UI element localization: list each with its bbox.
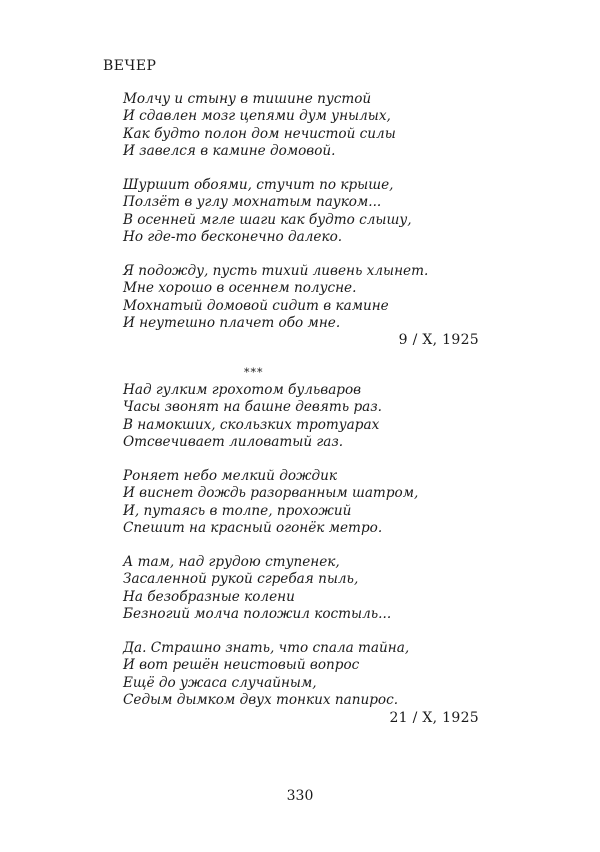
- poem-line: Как будто полон дом нечистой силы: [123, 125, 396, 142]
- poem-line: И виснет дождь разорванным шатром,: [123, 485, 419, 502]
- poem-line: И завелся в камине домовой.: [123, 142, 336, 159]
- poem-separator: ***: [244, 366, 264, 379]
- poem2-stanza-4: [123, 640, 409, 709]
- poem-line: В осенней мгле шаги как будто слышу,: [123, 211, 412, 228]
- poem-line: Засаленной рукой сгребая пыль,: [123, 571, 359, 588]
- poem-line: Безногий молча положил костыль...: [123, 605, 392, 622]
- poem-line: Седым дымком двух тонких папирос.: [123, 691, 399, 708]
- poem-line: Отсвечивает лиловатый газ.: [123, 433, 344, 450]
- poem-line: Роняет небо мелкий дождик: [123, 468, 338, 484]
- poem-line: Молчу и стыну в тишине пустой: [123, 91, 372, 107]
- poem-line: Мне хорошо в осеннем полусне.: [123, 280, 357, 297]
- poem-title: ВЕЧЕР: [103, 58, 157, 74]
- poem-line: Я подожду, пусть тихий ливень хлынет.: [123, 263, 429, 279]
- poem-line: На безобразные колени: [123, 588, 295, 605]
- page-number: 330: [286, 788, 314, 804]
- poem-line: Шуршит обоями, стучит по крыше,: [123, 177, 394, 193]
- poem-line: Мохнатый домовой сидит в камине: [123, 297, 389, 314]
- poem-line: Над гулким грохотом бульваров: [123, 382, 362, 398]
- poem-line: А там, над грудою ступенек,: [123, 554, 340, 570]
- poem2-stanza-1: [123, 382, 382, 451]
- poem-line: И сдавлен мозг цепями дум унылых,: [123, 108, 391, 125]
- poem-line: Но где-то бесконечно далеко.: [123, 228, 343, 245]
- poem2-date: 21 / X, 1925: [389, 710, 479, 726]
- poem-line: Ещё до ужаса случайным,: [123, 674, 317, 691]
- poem2-stanza-2: [123, 468, 418, 537]
- poem-line: Спешит на красный огонёк метро.: [123, 519, 383, 536]
- poem-line: И неутешно плачет обо мне.: [123, 314, 341, 331]
- poem-line: Ползёт в углу мохнатым пауком...: [123, 194, 382, 211]
- poem-line: И, путаясь в толпе, прохожий: [123, 502, 352, 519]
- poem1-stanza-3: [123, 263, 428, 332]
- poem1-date: 9 / X, 1925: [398, 332, 479, 348]
- poem-line: Часы звонят на башне девять раз.: [123, 399, 382, 416]
- poem-line: В намокших, скользких тротуарах: [123, 416, 380, 433]
- poem1-stanza-2: [123, 177, 412, 246]
- poem-line: И вот решён неистовый вопрос: [123, 657, 360, 674]
- poem-line: Да. Страшно знать, что спала тайна,: [123, 640, 410, 656]
- poem1-stanza-1: [123, 91, 396, 160]
- poem2-stanza-3: [123, 554, 391, 623]
